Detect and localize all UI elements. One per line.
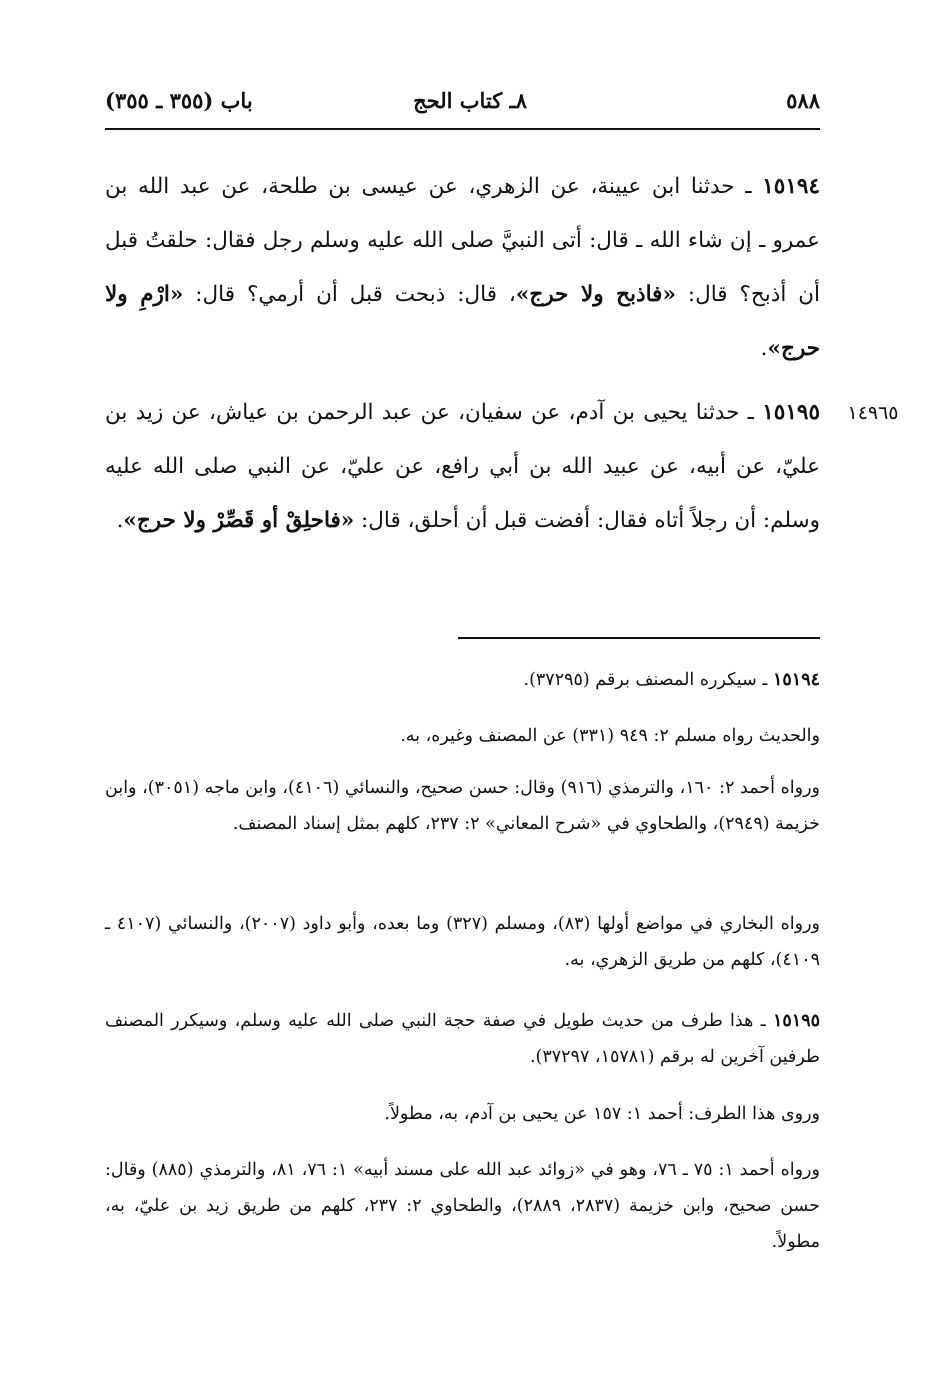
- hadith-text: ، قال: ذبحت قبل أن أرمي؟ قال:: [183, 282, 516, 307]
- footnote-number: ١٥١٩٥: [773, 1011, 820, 1031]
- hadith-number: ١٥١٩٤: [762, 174, 820, 199]
- page-number: ٥٨٨: [786, 88, 820, 113]
- hadith-isnad: ـ حدثنا يحيى بن آدم، عن سفيان، عن عبد الرحمن بن عياش، عن زيد بن عليّ، عن أبيه، عن عبيد الله بن أبي رافع، عن عليّ، عن النبي صلى الله عليه وسلم: أن رجلاً أتاه فقال: أفضت قبل أن أحلق، قال:: [105, 400, 820, 533]
- hadith-matn: «فاذبح ولا حرج»: [515, 282, 676, 307]
- footnote-text: ـ هذا طرف من حديث طويل في صفة حجة النبي صلى الله عليه وسلم، وسيكرر المصنف طرفين آخرين له برقم (١٥٧٨١، ٣٧٢٩٧).: [105, 1011, 820, 1067]
- footnote-text: ـ سيكرره المصنف برقم (٣٧٢٩٥).: [523, 670, 768, 690]
- footnote: [105, 1152, 820, 1260]
- hadith-15194: [105, 160, 820, 376]
- hadith-end: .: [760, 336, 768, 361]
- footnote: [105, 770, 820, 842]
- footnote-text: ورواه البخاري في مواضع أولها (٨٣)، ومسلم (٣٢٧) وما بعده، وأبو داود (٢٠٠٧)، والنسائي (٤١٠٧ ـ ٤١٠٩)، كلهم من طريق الزهري، به.: [105, 914, 820, 970]
- footnote-text: ورواه أحمد ١: ٧٥ ـ ٧٦، وهو في «زوائد عبد الله على مسند أبيه» ١: ٧٦، ٨١، والترمذي (٨٨٥) وقال: حسن صحيح، وابن خزيمة (٢٨٣٧، ٢٨٨٩)، والطحاوي ٢: ٢٣٧، كلهم من طريق زيد بن عليّ، به، مطولاً.: [105, 1160, 820, 1252]
- footnote-text: والحديث رواه مسلم ٢: ٩٤٩ (٣٣١) عن المصنف وغيره، به.: [400, 726, 820, 746]
- book-title: ٨ـ كتاب الحج: [413, 88, 527, 113]
- footnote-number: ١٥١٩٤: [773, 670, 820, 690]
- footnote-text: ورواه أحمد ٢: ١٦٠، والترمذي (٩١٦) وقال: حسن صحيح، والنسائي (٤١٠٦)، وابن ماجه (٣٠٥١)، وابن خزيمة (٢٩٤٩)، والطحاوي في «شرح المعاني» ٢: ٢٣٧، كلهم بمثل إسناد المصنف.: [105, 778, 820, 834]
- hadith-15195: [105, 386, 820, 548]
- footnote: [105, 1003, 820, 1075]
- footnote: [105, 718, 820, 754]
- header-rule: [105, 128, 820, 130]
- footnote: [105, 1096, 820, 1132]
- margin-hadith-number: ١٤٩٦٥: [847, 402, 899, 424]
- footnote-rule: [458, 637, 820, 639]
- footnote-text: وروى هذا الطرف: أحمد ١: ١٥٧ عن يحيى بن آدم، به، مطولاً.: [384, 1104, 820, 1124]
- running-header: [105, 88, 820, 124]
- hadith-matn: «ارْمِ ولا حرج»: [105, 282, 820, 361]
- hadith-end: .: [116, 508, 124, 533]
- book-page: [105, 0, 820, 1381]
- footnote: [105, 662, 820, 698]
- hadith-matn: «فاحلِقْ أو قَصِّرْ ولا حرج»: [123, 508, 355, 533]
- footnote: [105, 906, 820, 978]
- hadith-number: ١٥١٩٥: [762, 400, 820, 425]
- hadith-isnad: ـ حدثنا ابن عيينة، عن الزهري، عن عيسى بن طلحة، عن عبد الله بن عمرو ـ إن شاء الله ـ قال: أتى النبيَّ صلى الله عليه وسلم رجل فقال: حلقتُ قبل أن أذبح؟ قال:: [105, 174, 821, 307]
- bab-heading: باب (٣٥٥ ـ ٣٥٥): [105, 88, 253, 113]
